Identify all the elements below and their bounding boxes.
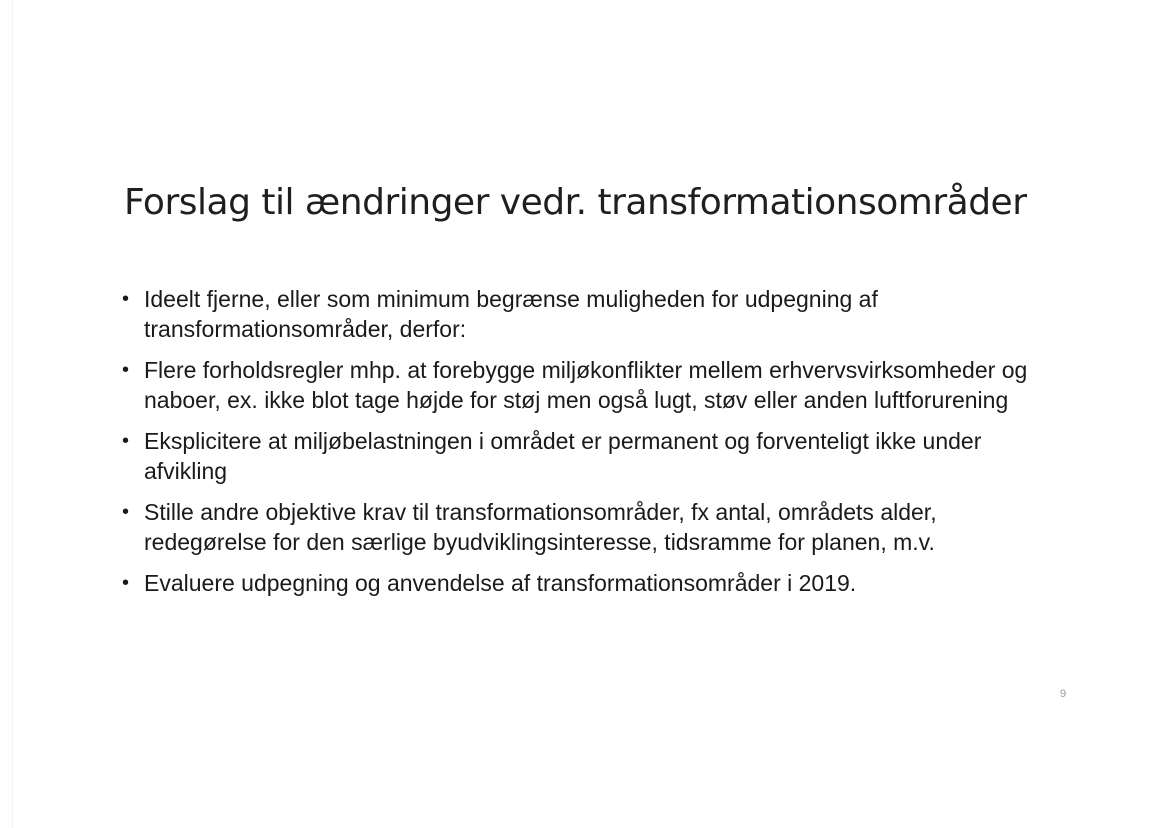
bullet-text: • Stille andre objektive krav til transformationsområder, fx antal, områdets alder, redegørelse for den særlige byudviklingsinteresse, tidsramme for planen, m.v.: [144, 499, 937, 555]
bullet-list: [120, 284, 1065, 609]
slide-edge-line: [12, 0, 13, 828]
bullet-item: [120, 568, 1065, 598]
page-number: 9: [1060, 688, 1067, 700]
bullet-text: • Ideelt fjerne, eller som minimum begrænse muligheden for udpegning af transformationsområder, derfor:: [144, 286, 878, 342]
bullet-item: [120, 355, 1065, 415]
bullet-item: [120, 284, 1065, 344]
slide-title: Forslag til ændringer vedr. transformationsområder: [124, 182, 1027, 223]
bullet-item: [120, 426, 1065, 486]
bullet-text: • Evaluere udpegning og anvendelse af transformationsområder i 2019.: [144, 570, 857, 596]
bullet-item: [120, 497, 1065, 557]
bullet-text: • Flere forholdsregler mhp. at forebygge miljøkonflikter mellem erhvervsvirksomheder og naboer, ex. ikke blot tage højde for støj men også lugt, støv eller anden luftforurening: [144, 357, 1028, 413]
bullet-text: • Eksplicitere at miljøbelastningen i området er permanent og forventeligt ikke under afvikling: [144, 428, 982, 484]
